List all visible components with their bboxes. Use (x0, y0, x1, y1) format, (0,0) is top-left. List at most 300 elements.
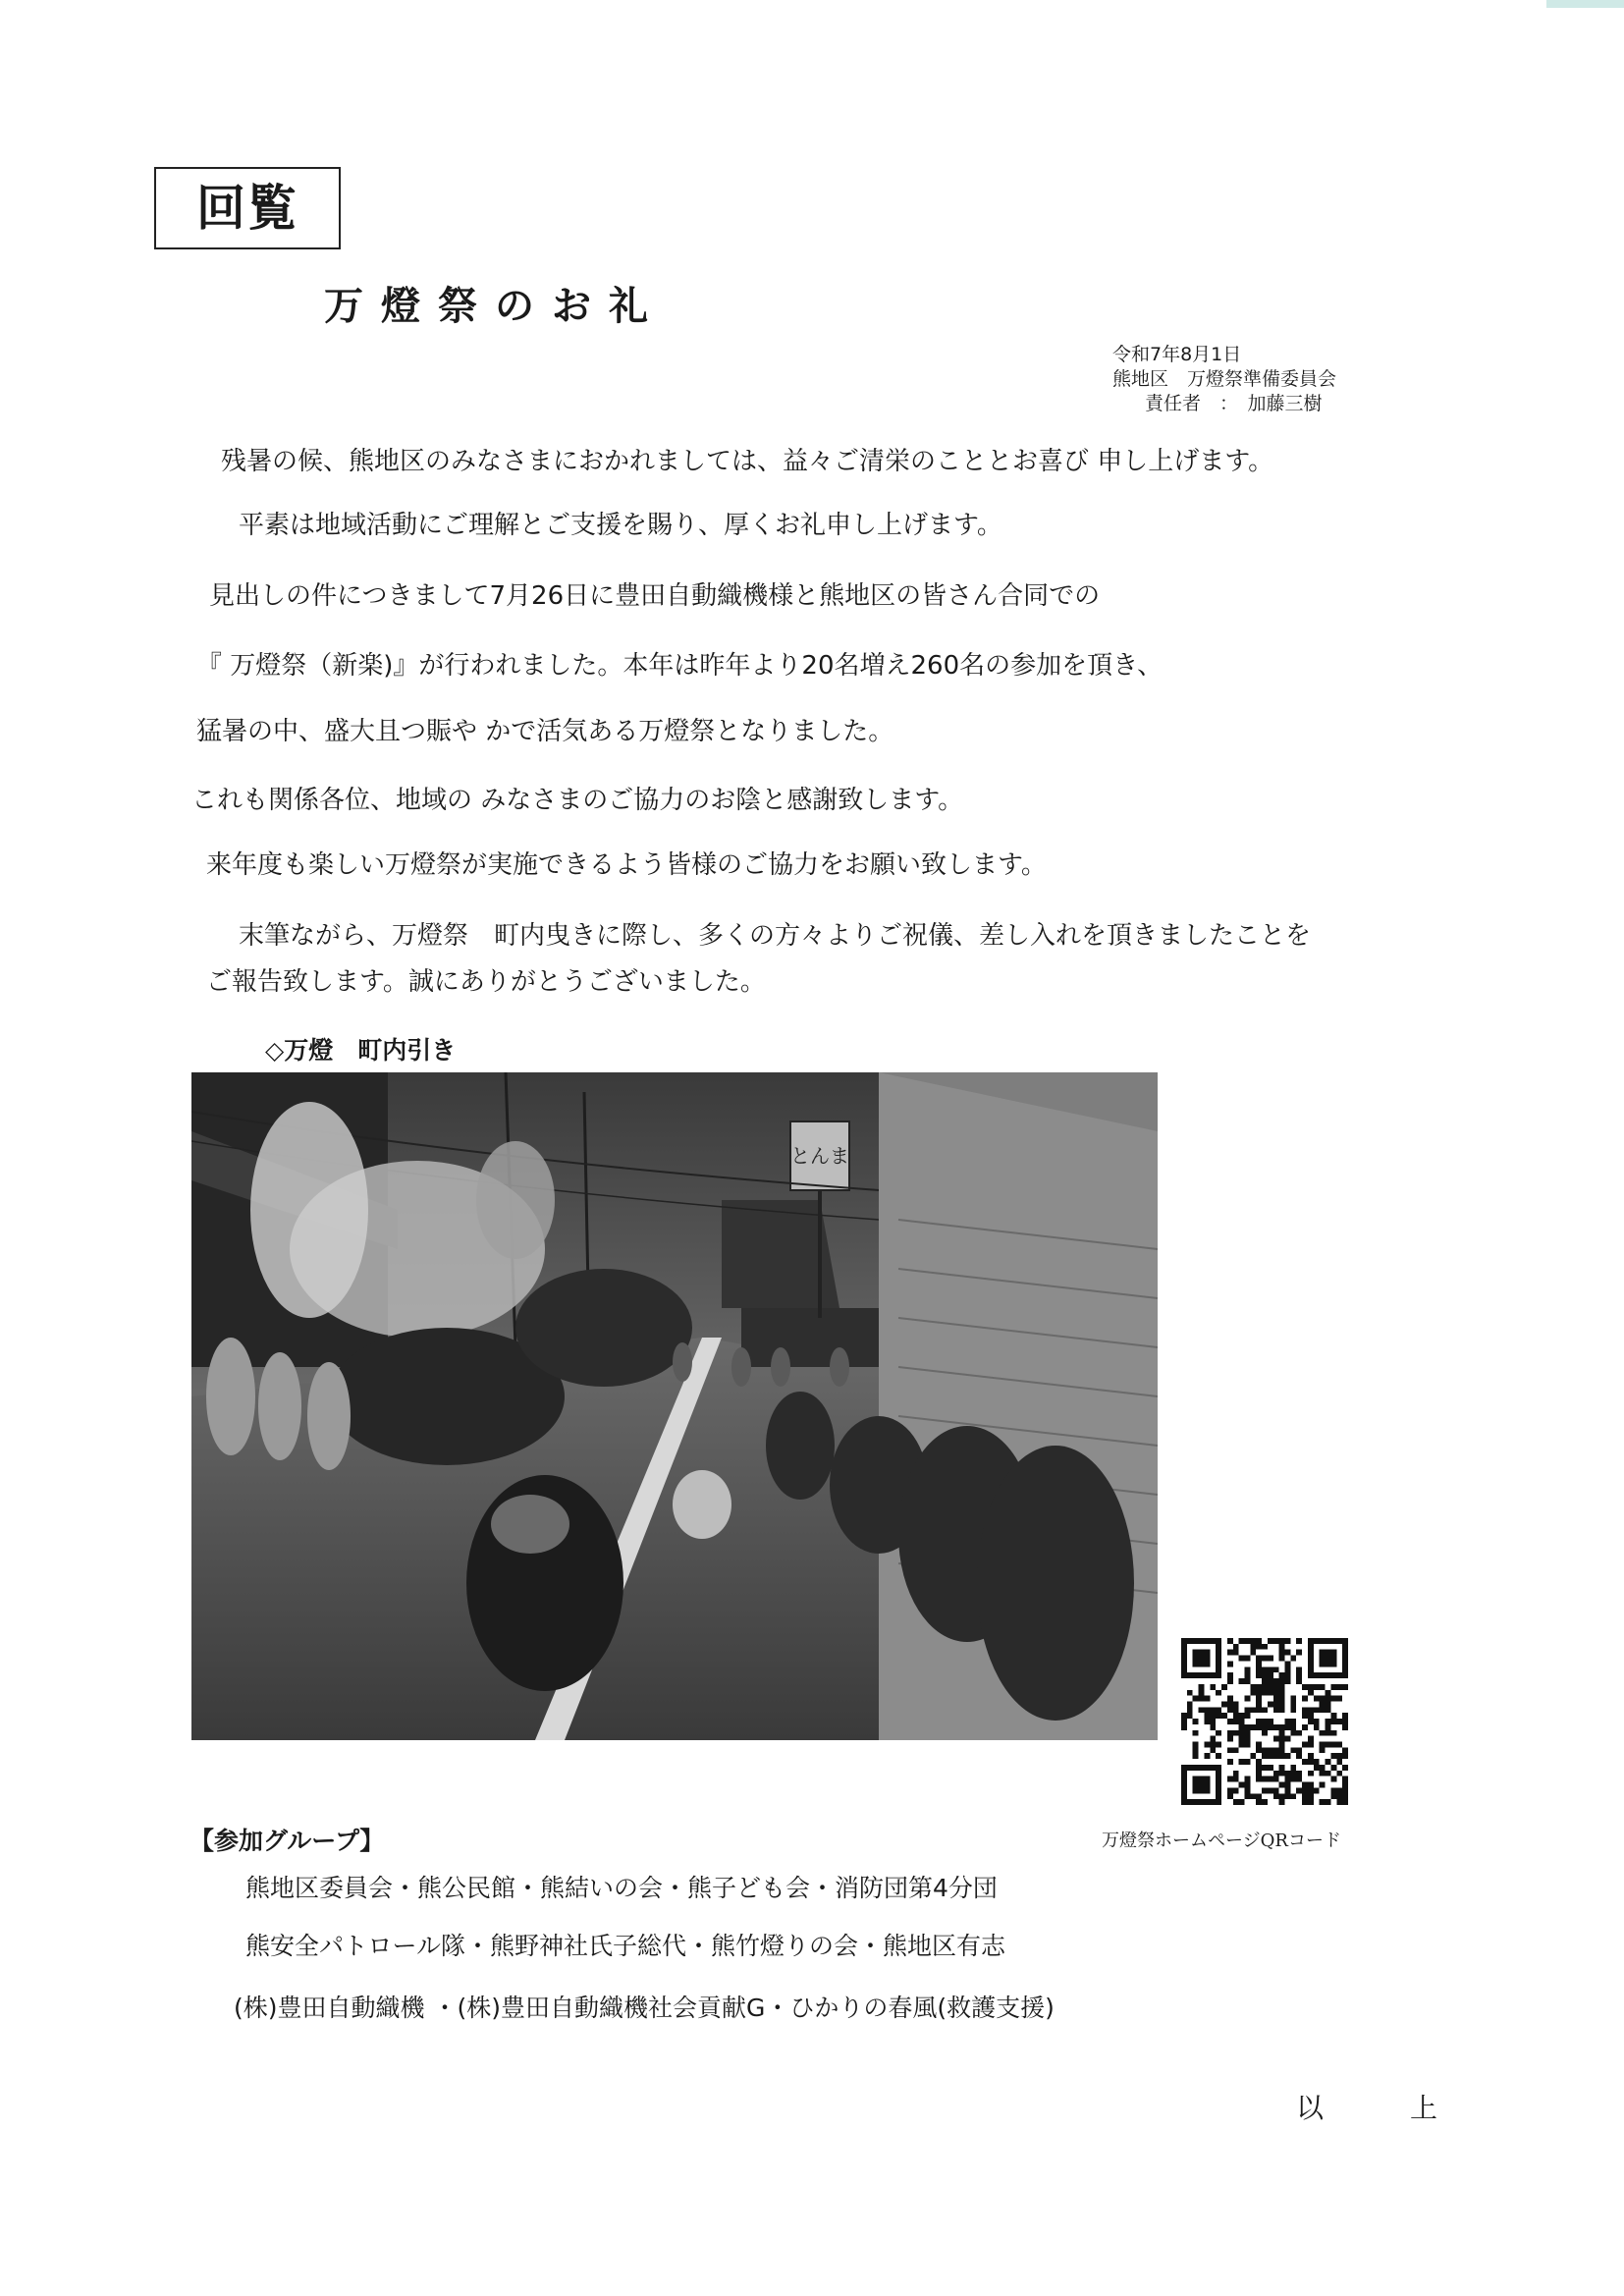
qr-module (1256, 1724, 1262, 1730)
qr-module (1273, 1724, 1279, 1730)
qr-module (1256, 1765, 1262, 1771)
qr-module (1181, 1672, 1187, 1678)
qr-module (1336, 1638, 1342, 1644)
qr-module (1302, 1793, 1308, 1799)
qr-module (1273, 1678, 1279, 1684)
qr-module (1216, 1713, 1221, 1719)
qr-module (1314, 1719, 1320, 1724)
qr-module (1326, 1707, 1331, 1713)
qr-module (1256, 1656, 1262, 1662)
qr-module (1216, 1638, 1221, 1644)
organization-name: 熊地区 万燈祭準備委員会 (1112, 368, 1337, 390)
qr-module (1290, 1701, 1296, 1707)
qr-module (1256, 1793, 1262, 1799)
qr-module (1187, 1765, 1193, 1771)
qr-module (1233, 1771, 1239, 1777)
qr-module (1320, 1782, 1326, 1788)
qr-module (1268, 1701, 1273, 1707)
qr-module (1181, 1638, 1187, 1644)
qr-module (1342, 1713, 1348, 1719)
qr-module (1256, 1638, 1262, 1644)
qr-module (1290, 1793, 1296, 1799)
qr-module (1273, 1638, 1279, 1644)
qr-module (1233, 1650, 1239, 1656)
qr-module (1221, 1684, 1227, 1690)
qr-module (1244, 1782, 1250, 1788)
qr-module (1326, 1696, 1331, 1702)
qr-module (1204, 1787, 1210, 1793)
qr-module (1227, 1747, 1233, 1753)
qr-module (1210, 1672, 1216, 1678)
qr-module (1193, 1799, 1199, 1805)
qr-module (1326, 1771, 1331, 1777)
qr-module (1233, 1719, 1239, 1724)
qr-module (1320, 1672, 1326, 1678)
qr-module (1262, 1753, 1268, 1759)
qr-module (1227, 1793, 1233, 1799)
qr-module (1193, 1650, 1199, 1656)
qr-module (1204, 1799, 1210, 1805)
qr-module (1210, 1724, 1216, 1730)
qr-module (1296, 1777, 1302, 1782)
qr-module (1256, 1799, 1262, 1805)
qr-module (1290, 1747, 1296, 1753)
qr-module (1308, 1672, 1314, 1678)
qr-module (1330, 1696, 1336, 1702)
qr-module (1336, 1742, 1342, 1748)
qr-module (1296, 1672, 1302, 1678)
qr-module (1256, 1719, 1262, 1724)
qr-module (1296, 1753, 1302, 1759)
qr-module (1256, 1690, 1262, 1696)
qr-module (1342, 1719, 1348, 1724)
qr-module (1342, 1644, 1348, 1650)
qr-module (1227, 1638, 1233, 1644)
qr-module (1279, 1701, 1285, 1707)
qr-module (1244, 1787, 1250, 1793)
qr-module (1216, 1771, 1221, 1777)
qr-module (1285, 1667, 1291, 1672)
qr-module (1314, 1707, 1320, 1713)
qr-module (1330, 1765, 1336, 1771)
qr-module (1302, 1742, 1308, 1748)
qr-module (1262, 1747, 1268, 1753)
qr-module (1320, 1638, 1326, 1644)
qr-module (1193, 1777, 1199, 1782)
qr-module (1193, 1719, 1199, 1724)
qr-module (1296, 1730, 1302, 1736)
qr-module (1342, 1765, 1348, 1771)
qr-module (1320, 1661, 1326, 1667)
qr-module (1330, 1672, 1336, 1678)
qr-module (1199, 1765, 1205, 1771)
qr-module (1308, 1799, 1314, 1805)
qr-module (1326, 1759, 1331, 1765)
qr-module (1336, 1684, 1342, 1690)
qr-module (1273, 1771, 1279, 1777)
qr-module (1239, 1719, 1245, 1724)
qr-module (1290, 1771, 1296, 1777)
qr-module (1193, 1730, 1199, 1736)
qr-module (1199, 1696, 1205, 1702)
qr-module (1233, 1730, 1239, 1736)
qr-module (1227, 1678, 1233, 1684)
qr-module (1233, 1747, 1239, 1753)
qr-module (1308, 1736, 1314, 1742)
qr-module (1279, 1782, 1285, 1788)
qr-module (1342, 1787, 1348, 1793)
qr-module (1210, 1736, 1216, 1742)
qr-module (1279, 1638, 1285, 1644)
qr-module (1216, 1730, 1221, 1736)
qr-module (1181, 1765, 1187, 1771)
qr-code-image (1181, 1638, 1348, 1805)
qr-module (1244, 1713, 1250, 1719)
body-line: 猛暑の中、盛大且つ賑や かで活気ある万燈祭となりました。 (196, 717, 894, 746)
qr-module (1239, 1678, 1245, 1684)
circulation-stamp: 回覧 (154, 167, 341, 249)
qr-module (1193, 1782, 1199, 1788)
qr-module (1181, 1644, 1187, 1650)
qr-module (1268, 1656, 1273, 1662)
qr-module (1279, 1696, 1285, 1702)
qr-module (1285, 1793, 1291, 1799)
qr-module (1330, 1719, 1336, 1724)
qr-module (1210, 1707, 1216, 1713)
qr-module (1320, 1799, 1326, 1805)
qr-module (1342, 1661, 1348, 1667)
festival-photo (191, 1072, 1158, 1740)
qr-module (1233, 1707, 1239, 1713)
qr-module (1193, 1787, 1199, 1793)
qr-module (1320, 1742, 1326, 1748)
photo-caption: ◇万燈 町内引き (265, 1036, 457, 1065)
qr-module (1320, 1684, 1326, 1690)
qr-module (1204, 1753, 1210, 1759)
qr-module (1193, 1742, 1199, 1748)
qr-module (1244, 1638, 1250, 1644)
qr-module (1216, 1765, 1221, 1771)
qr-module (1330, 1656, 1336, 1662)
qr-module (1227, 1661, 1233, 1667)
qr-module (1285, 1678, 1291, 1684)
qr-module (1314, 1724, 1320, 1730)
qr-module (1204, 1661, 1210, 1667)
qr-module (1285, 1777, 1291, 1782)
qr-module (1342, 1724, 1348, 1730)
qr-module (1330, 1661, 1336, 1667)
qr-module (1244, 1724, 1250, 1730)
qr-module (1233, 1777, 1239, 1782)
qr-module (1244, 1759, 1250, 1765)
qr-module (1268, 1787, 1273, 1793)
qr-module (1256, 1696, 1262, 1702)
qr-module (1181, 1719, 1187, 1724)
qr-module (1326, 1799, 1331, 1805)
qr-module (1279, 1747, 1285, 1753)
qr-module (1320, 1656, 1326, 1662)
qr-module (1308, 1644, 1314, 1650)
qr-module (1273, 1707, 1279, 1713)
qr-module (1342, 1672, 1348, 1678)
qr-module (1330, 1638, 1336, 1644)
qr-module (1210, 1747, 1216, 1753)
qr-module (1273, 1696, 1279, 1702)
qr-module (1216, 1644, 1221, 1650)
qr-module (1308, 1759, 1314, 1765)
qr-module (1227, 1719, 1233, 1724)
qr-module (1204, 1719, 1210, 1724)
qr-module (1326, 1719, 1331, 1724)
qr-module (1330, 1753, 1336, 1759)
qr-module (1250, 1724, 1256, 1730)
qr-module (1187, 1638, 1193, 1644)
qr-module (1244, 1736, 1250, 1742)
qr-module (1302, 1696, 1308, 1702)
qr-module (1239, 1730, 1245, 1736)
qr-module (1279, 1753, 1285, 1759)
qr-module (1187, 1713, 1193, 1719)
qr-module (1290, 1765, 1296, 1771)
qr-module (1233, 1701, 1239, 1707)
qr-module (1336, 1771, 1342, 1777)
qr-module (1216, 1799, 1221, 1805)
qr-module (1285, 1650, 1291, 1656)
qr-module (1273, 1793, 1279, 1799)
qr-module (1326, 1690, 1331, 1696)
qr-module (1216, 1690, 1221, 1696)
qr-module (1216, 1656, 1221, 1662)
qr-module (1279, 1765, 1285, 1771)
qr-module (1314, 1638, 1320, 1644)
qr-module (1216, 1661, 1221, 1667)
qr-module (1290, 1707, 1296, 1713)
qr-module (1308, 1782, 1314, 1788)
qr-module (1314, 1672, 1320, 1678)
qr-module (1279, 1736, 1285, 1742)
qr-module (1204, 1713, 1210, 1719)
qr-module (1250, 1638, 1256, 1644)
qr-module (1262, 1684, 1268, 1690)
qr-module (1273, 1684, 1279, 1690)
qr-module (1290, 1730, 1296, 1736)
qr-module (1279, 1684, 1285, 1690)
qr-module (1336, 1753, 1342, 1759)
qr-module (1326, 1701, 1331, 1707)
qr-module (1262, 1765, 1268, 1771)
responsible-person: 責任者 ： 加藤三樹 (1145, 393, 1323, 414)
qr-module (1199, 1650, 1205, 1656)
qr-module (1239, 1736, 1245, 1742)
homepage-qr-code[interactable] (1181, 1638, 1348, 1805)
qr-module (1336, 1787, 1342, 1793)
closing-mark: 以 上 (1296, 2092, 1468, 2124)
qr-module (1221, 1713, 1227, 1719)
qr-module (1290, 1719, 1296, 1724)
qr-module (1181, 1771, 1187, 1777)
qr-module (1216, 1753, 1221, 1759)
qr-module (1216, 1667, 1221, 1672)
qr-module (1279, 1771, 1285, 1777)
qr-module (1326, 1638, 1331, 1644)
qr-module (1308, 1742, 1314, 1748)
qr-module (1296, 1747, 1302, 1753)
qr-module (1199, 1672, 1205, 1678)
qr-module (1320, 1650, 1326, 1656)
qr-module (1262, 1667, 1268, 1672)
scan-edge-mark (1546, 0, 1624, 8)
qr-module (1181, 1724, 1187, 1730)
qr-module (1314, 1696, 1320, 1702)
qr-module (1193, 1696, 1199, 1702)
qr-module (1244, 1742, 1250, 1748)
qr-module (1302, 1684, 1308, 1690)
qr-module (1250, 1707, 1256, 1713)
qr-module (1216, 1650, 1221, 1656)
qr-module (1320, 1771, 1326, 1777)
qr-module (1256, 1701, 1262, 1707)
qr-module (1204, 1696, 1210, 1702)
qr-module (1302, 1799, 1308, 1805)
qr-module (1302, 1787, 1308, 1793)
qr-module (1233, 1787, 1239, 1793)
qr-module (1204, 1672, 1210, 1678)
qr-module (1320, 1707, 1326, 1713)
qr-module (1227, 1707, 1233, 1713)
qr-module (1216, 1787, 1221, 1793)
qr-module (1250, 1690, 1256, 1696)
page-title: 万燈祭のお礼 (324, 284, 666, 329)
qr-module (1285, 1719, 1291, 1724)
qr-module (1302, 1782, 1308, 1788)
qr-module (1326, 1724, 1331, 1730)
qr-module (1262, 1730, 1268, 1736)
qr-module (1279, 1678, 1285, 1684)
qr-module (1330, 1777, 1336, 1782)
qr-module (1256, 1771, 1262, 1777)
qr-module (1181, 1787, 1187, 1793)
qr-module (1342, 1799, 1348, 1805)
qr-module (1244, 1730, 1250, 1736)
qr-module (1204, 1782, 1210, 1788)
qr-module (1210, 1719, 1216, 1724)
qr-module (1256, 1667, 1262, 1672)
qr-module (1342, 1684, 1348, 1690)
qr-module (1279, 1644, 1285, 1650)
qr-module (1256, 1661, 1262, 1667)
qr-module (1227, 1672, 1233, 1678)
qr-module (1227, 1650, 1233, 1656)
qr-module (1330, 1713, 1336, 1719)
qr-module (1279, 1650, 1285, 1656)
qr-module (1187, 1690, 1193, 1696)
qr-module (1285, 1724, 1291, 1730)
qr-module (1273, 1690, 1279, 1696)
qr-module (1314, 1684, 1320, 1690)
qr-module (1326, 1742, 1331, 1748)
qr-module (1187, 1707, 1193, 1713)
qr-module (1216, 1782, 1221, 1788)
qr-module (1216, 1777, 1221, 1782)
festival-photo-image (191, 1072, 1158, 1740)
qr-module (1244, 1678, 1250, 1684)
qr-module (1187, 1701, 1193, 1707)
qr-module (1308, 1719, 1314, 1724)
qr-module (1285, 1736, 1291, 1742)
qr-module (1216, 1707, 1221, 1713)
qr-module (1187, 1799, 1193, 1805)
qr-module (1244, 1656, 1250, 1662)
qr-module (1342, 1777, 1348, 1782)
body-line: 平素は地域活動にご理解とご支援を賜り、厚くお礼申し上げます。 (239, 511, 1002, 540)
qr-module (1279, 1672, 1285, 1678)
qr-module (1290, 1777, 1296, 1782)
qr-module (1342, 1753, 1348, 1759)
body-line: 末筆ながら、万燈祭 町内曳きに際し、多くの方々よりご祝儀、差し入れを頂きましたことを (239, 921, 1312, 951)
qr-module (1227, 1736, 1233, 1742)
qr-module (1308, 1656, 1314, 1662)
qr-module (1239, 1713, 1245, 1719)
qr-module (1256, 1759, 1262, 1765)
qr-module (1239, 1638, 1245, 1644)
qr-module (1256, 1672, 1262, 1678)
qr-module (1308, 1753, 1314, 1759)
qr-module (1308, 1787, 1314, 1793)
qr-module (1204, 1638, 1210, 1644)
qr-module (1262, 1690, 1268, 1696)
qr-module (1342, 1667, 1348, 1672)
qr-module (1239, 1724, 1245, 1730)
qr-module (1210, 1638, 1216, 1644)
qr-module (1204, 1765, 1210, 1771)
qr-module (1279, 1707, 1285, 1713)
qr-module (1268, 1753, 1273, 1759)
qr-module (1296, 1667, 1302, 1672)
group-line: (株)豊田自動織機 ・(株)豊田自動織機社会貢献G・ひかりの春風(救護支援) (234, 1994, 1055, 2022)
qr-module (1314, 1759, 1320, 1765)
group-line: 熊地区委員会・熊公民館・熊結いの会・熊子ども会・消防団第4分団 (245, 1874, 998, 1902)
qr-module (1181, 1656, 1187, 1662)
qr-module (1181, 1661, 1187, 1667)
qr-module (1285, 1771, 1291, 1777)
qr-module (1199, 1782, 1205, 1788)
qr-module (1279, 1690, 1285, 1696)
qr-module (1216, 1672, 1221, 1678)
qr-module (1326, 1656, 1331, 1662)
qr-module (1330, 1684, 1336, 1690)
qr-module (1302, 1724, 1308, 1730)
qr-module (1273, 1787, 1279, 1793)
qr-module (1216, 1742, 1221, 1748)
qr-module (1296, 1650, 1302, 1656)
qr-module (1279, 1656, 1285, 1662)
qr-module (1199, 1690, 1205, 1696)
qr-module (1204, 1742, 1210, 1748)
qr-module (1193, 1672, 1199, 1678)
qr-module (1302, 1713, 1308, 1719)
group-line: 熊安全パトロール隊・熊野神社氏子総代・熊竹燈りの会・熊地区有志 (245, 1932, 1006, 1960)
groups-heading: 【参加グループ】 (189, 1827, 385, 1855)
qr-module (1320, 1730, 1326, 1736)
qr-module (1210, 1684, 1216, 1690)
qr-module (1326, 1672, 1331, 1678)
qr-module (1210, 1742, 1216, 1748)
qr-module (1233, 1713, 1239, 1719)
qr-module (1199, 1707, 1205, 1713)
qr-module (1227, 1730, 1233, 1736)
qr-module (1285, 1661, 1291, 1667)
qr-module (1285, 1672, 1291, 1678)
